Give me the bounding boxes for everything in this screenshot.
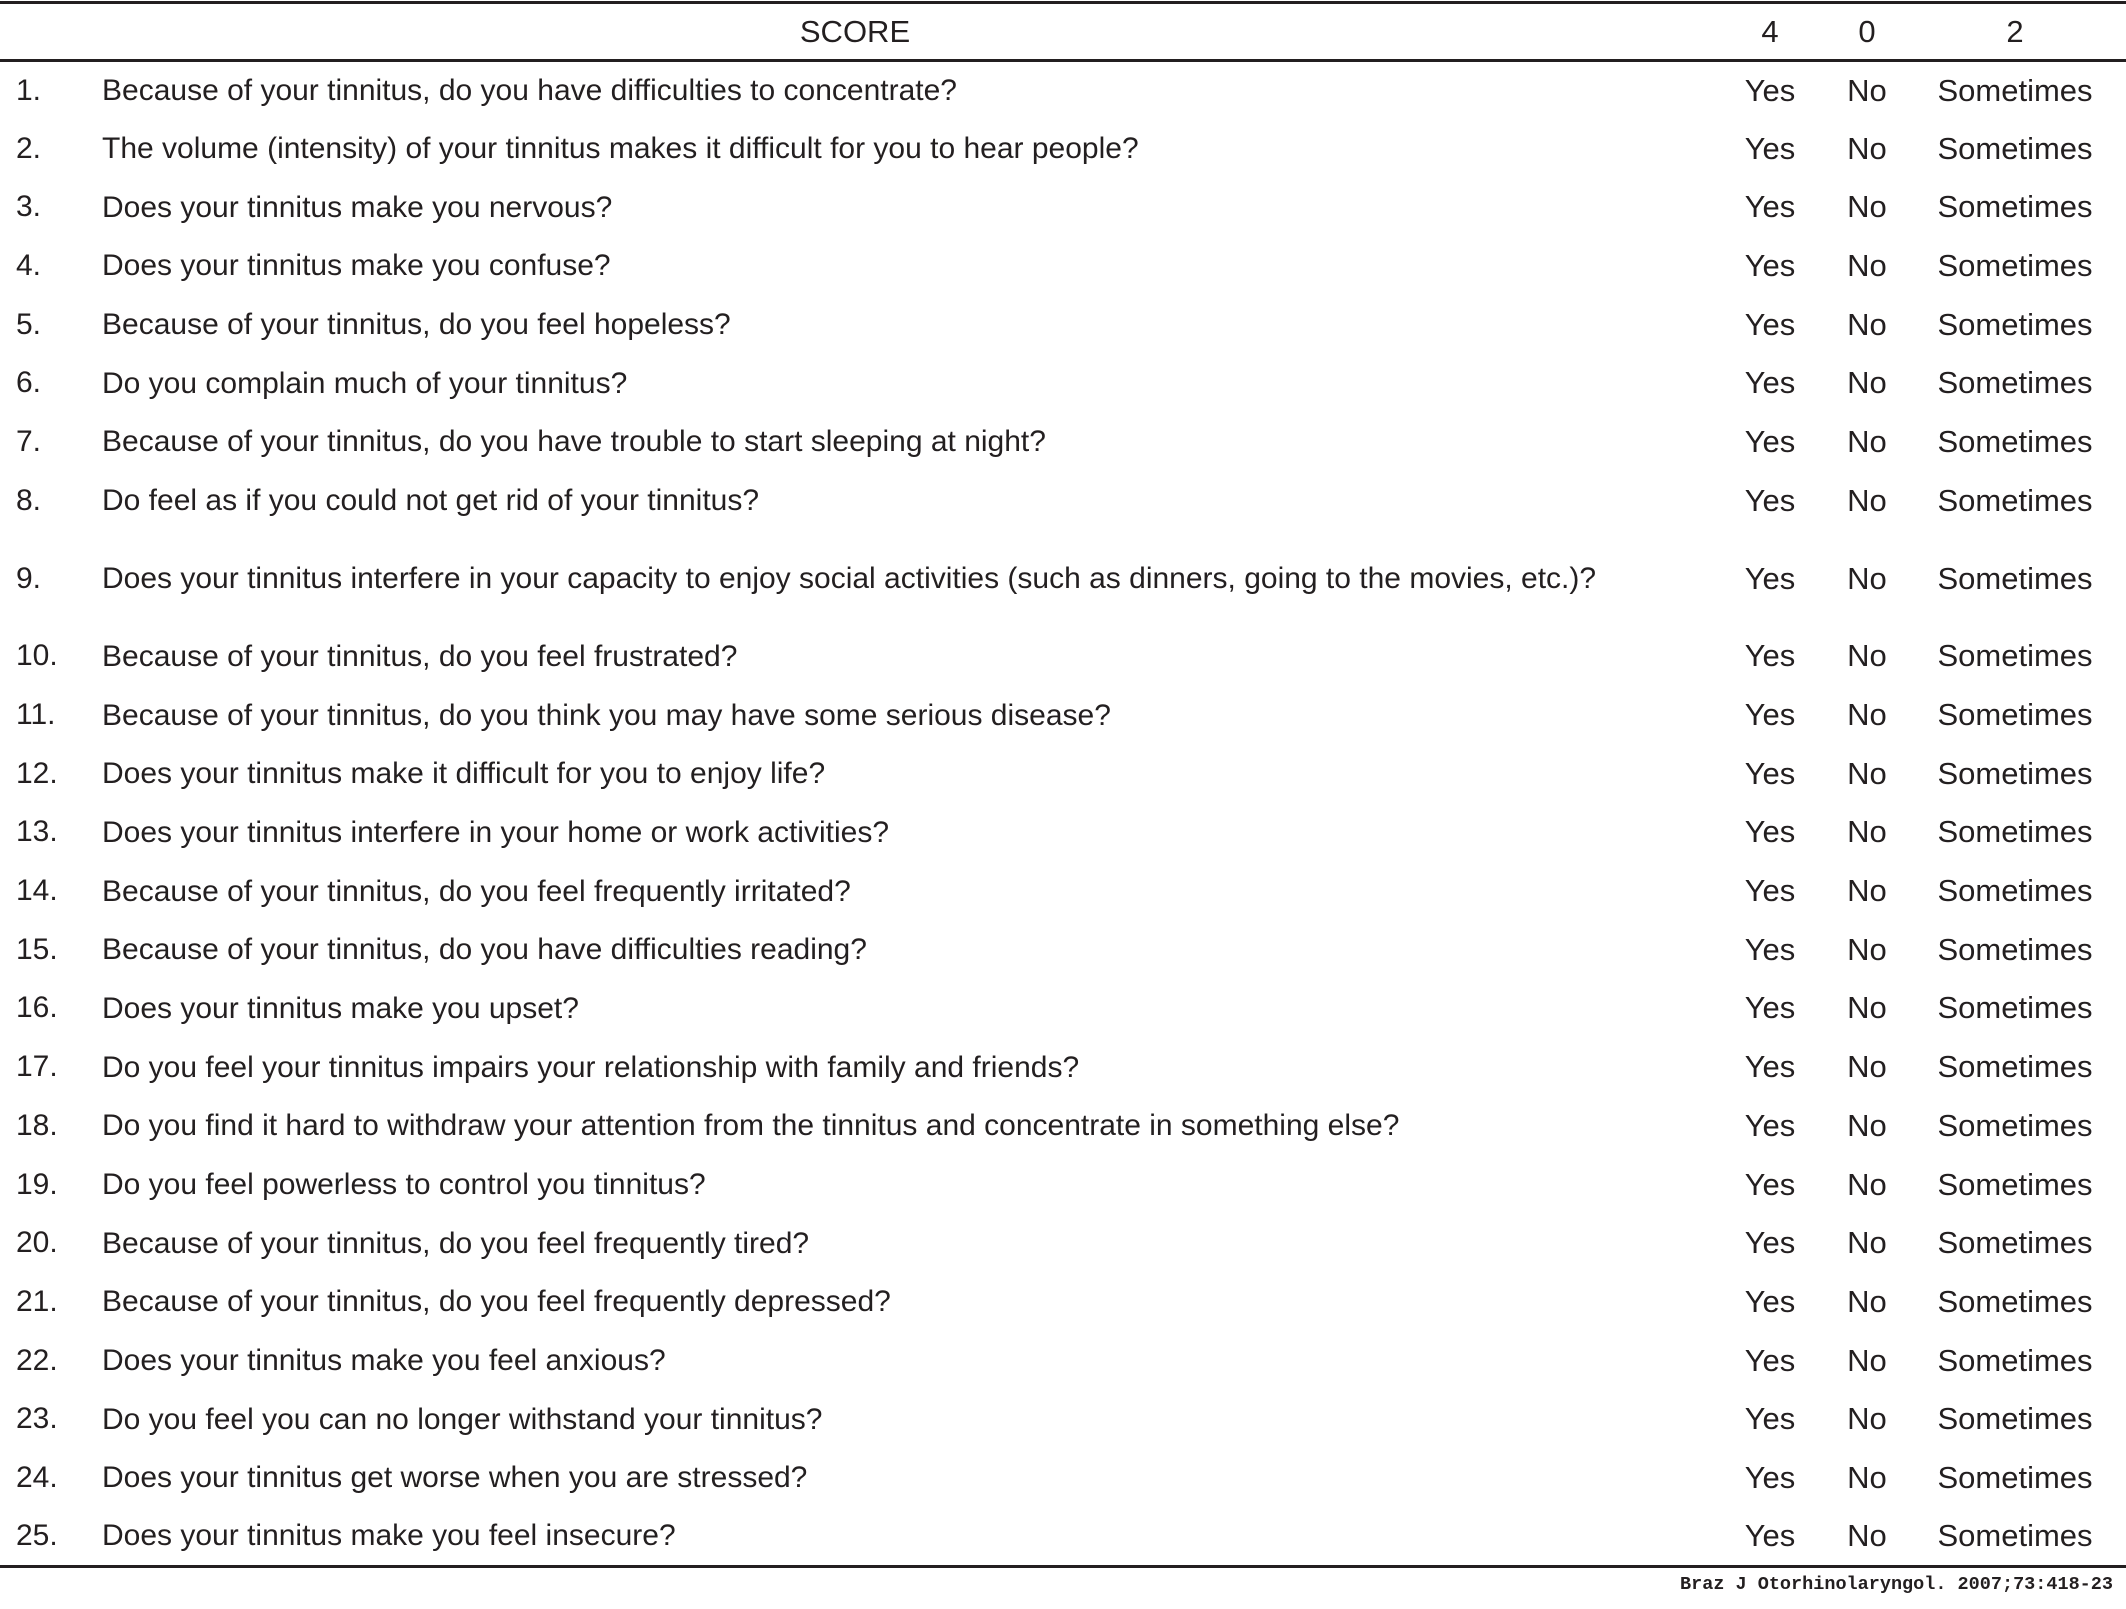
question-text: Do you feel powerless to control you tinnitus? [102,1168,706,1202]
answer-yes: Yes [1744,247,1796,283]
question-row [0,1507,2126,1566]
answer-sometimes: Sometimes [1937,814,2093,850]
question-text: Does your tinnitus make you nervous? [102,190,613,224]
answer-yes: Yes [1744,72,1796,108]
question-row [0,862,2126,921]
question-number: 18. [16,1108,58,1142]
answer-no: No [1847,72,1887,108]
question-number: 10. [16,639,58,673]
answer-no: No [1847,873,1887,909]
answer-yes: Yes [1744,931,1796,967]
answer-yes: Yes [1744,873,1796,909]
answer-yes: Yes [1744,1401,1796,1437]
question-number: 7. [16,424,42,458]
answer-sometimes: Sometimes [1937,482,2093,518]
question-number: 17. [16,1050,58,1084]
answer-no: No [1847,189,1887,225]
answer-yes: Yes [1744,1283,1796,1319]
question-number: 12. [16,756,58,790]
answer-no: No [1847,1166,1887,1202]
answer-no: No [1847,423,1887,459]
answer-sometimes: Sometimes [1937,638,2093,674]
question-row [0,1273,2126,1332]
question-row [0,1038,2126,1097]
answer-sometimes: Sometimes [1937,1401,2093,1437]
question-number: 24. [16,1460,58,1494]
question-number: 23. [16,1402,58,1436]
answer-sometimes: Sometimes [1937,306,2093,342]
answer-sometimes: Sometimes [1937,1166,2093,1202]
answer-yes: Yes [1744,1342,1796,1378]
sometimes-score-header: 2 [1904,3,2126,61]
question-row [0,627,2126,686]
question-number: 1. [16,73,42,107]
question-row [0,178,2126,237]
question-text: Because of your tinnitus, do you feel frequently tired? [102,1226,810,1260]
question-row [0,979,2126,1038]
answer-no: No [1847,814,1887,850]
answer-sometimes: Sometimes [1937,755,2093,791]
question-row [0,413,2126,472]
question-row [0,1449,2126,1508]
question-number: 13. [16,815,58,849]
question-row [0,920,2126,979]
question-row [0,1390,2126,1449]
answer-no: No [1847,1342,1887,1378]
question-number: 15. [16,932,58,966]
question-text: The volume (intensity) of your tinnitus makes it difficult for you to hear people? [102,132,1139,166]
question-row [0,530,2126,627]
question-number: 4. [16,248,42,282]
answer-no: No [1847,990,1887,1026]
question-text: Does your tinnitus interfere in your capacity to enjoy social activities (such as dinners, going to the movies, etc.)? [102,562,1597,595]
answer-no: No [1847,1283,1887,1319]
question-number: 19. [16,1167,58,1201]
question-number: 25. [0,1507,102,1566]
answer-yes: Yes [1744,423,1796,459]
question-row [0,1155,2126,1214]
question-row [0,237,2126,296]
question-row [0,803,2126,862]
question-row [0,61,2126,120]
question-text: Do you feel you can no longer withstand your tinnitus? [102,1402,823,1436]
answer-yes: Yes [1744,814,1796,850]
question-row [0,119,2126,178]
answer-no: No [1847,1107,1887,1143]
question-text: Because of your tinnitus, do you feel frequently irritated? [102,874,851,908]
answer-sometimes: Sometimes [1937,560,2093,596]
answer-sometimes: Sometimes [1937,72,2093,108]
answer-sometimes: Sometimes [1904,1507,2126,1566]
answer-yes: Yes [1744,365,1796,401]
answer-sometimes: Sometimes [1937,189,2093,225]
answer-no: No [1847,130,1887,166]
answer-yes: Yes [1744,638,1796,674]
score-header: SCORE [0,3,1710,61]
answer-sometimes: Sometimes [1937,1107,2093,1143]
answer-yes: Yes [1744,1107,1796,1143]
no-score-header: 0 [1830,3,1904,61]
answer-no: No [1847,365,1887,401]
question-text: Because of your tinnitus, do you feel hopeless? [102,308,731,342]
question-row [0,354,2126,413]
answer-yes: Yes [1744,1049,1796,1085]
question-row [0,1331,2126,1390]
answer-sometimes: Sometimes [1937,1049,2093,1085]
answer-no: No [1847,560,1887,596]
answer-sometimes: Sometimes [1937,1342,2093,1378]
question-number: 14. [16,874,58,908]
question-number: 5. [16,307,42,341]
answer-yes: Yes [1744,189,1796,225]
answer-no: No [1847,482,1887,518]
question-text: Because of your tinnitus, do you feel frustrated? [102,639,738,673]
answer-sometimes: Sometimes [1937,247,2093,283]
question-number: 3. [16,190,42,224]
question-text: Because of your tinnitus, do you think you may have some serious disease? [102,698,1111,732]
question-text: Do you feel your tinnitus impairs your relationship with family and friends? [102,1050,1080,1084]
answer-sometimes: Sometimes [1937,1459,2093,1495]
answer-no: No [1847,306,1887,342]
question-text: Because of your tinnitus, do you have trouble to start sleeping at night? [102,425,1046,459]
answer-sometimes: Sometimes [1937,1225,2093,1261]
questionnaire-table [0,1,2126,1568]
question-text: Does your tinnitus make you confuse? [102,249,611,283]
answer-yes: Yes [1744,755,1796,791]
answer-sometimes: Sometimes [1937,990,2093,1026]
citation: Braz J Otorhinolaryngol. 2007;73:418-23 [1680,1574,2113,1595]
question-number: 20. [16,1226,58,1260]
question-text: Because of your tinnitus, do you have difficulties to concentrate? [102,74,957,108]
answer-no: No [1847,755,1887,791]
answer-yes: Yes [1744,1225,1796,1261]
question-text: Does your tinnitus make you upset? [102,991,579,1025]
answer-sometimes: Sometimes [1937,1283,2093,1319]
answer-no: No [1847,697,1887,733]
answer-yes: Yes [1744,130,1796,166]
question-number: 9. [16,561,42,595]
answer-sometimes: Sometimes [1937,365,2093,401]
question-number: 2. [16,131,42,165]
question-number: 8. [16,483,42,517]
answer-no: No [1847,1459,1887,1495]
answer-yes: Yes [1744,482,1796,518]
answer-yes: Yes [1744,306,1796,342]
answer-sometimes: Sometimes [1937,931,2093,967]
answer-no: No [1847,638,1887,674]
answer-sometimes: Sometimes [1937,697,2093,733]
question-row [0,686,2126,745]
header-row [0,3,2126,61]
answer-no: No [1847,1049,1887,1085]
question-number: 16. [16,991,58,1025]
question-row [0,471,2126,530]
question-text: Does your tinnitus interfere in your home or work activities? [102,815,890,849]
answer-yes: Yes [1744,990,1796,1026]
question-text: Do you find it hard to withdraw your attention from the tinnitus and concentrate in something else? [102,1109,1400,1143]
answer-no: No [1847,931,1887,967]
answer-no: No [1830,1507,1904,1566]
answer-sometimes: Sometimes [1937,130,2093,166]
question-number: 22. [16,1343,58,1377]
question-text: Does your tinnitus get worse when you are stressed? [102,1461,808,1495]
answer-sometimes: Sometimes [1937,423,2093,459]
question-row [0,295,2126,354]
question-number: 6. [16,366,42,400]
answer-no: No [1847,1225,1887,1261]
question-number: 21. [16,1284,58,1318]
answer-yes: Yes [1744,697,1796,733]
answer-no: No [1847,247,1887,283]
answer-yes: Yes [1710,1507,1830,1566]
answer-yes: Yes [1744,560,1796,596]
yes-score-header: 4 [1710,3,1830,61]
question-row [0,1214,2126,1273]
questions-body [0,61,2126,1567]
question-text: Do feel as if you could not get rid of your tinnitus? [102,484,760,518]
question-text: Does your tinnitus make you feel anxious? [102,1344,666,1378]
question-text: Do you complain much of your tinnitus? [102,366,628,400]
question-text: Because of your tinnitus, do you feel frequently depressed? [102,1285,891,1319]
question-row [0,1097,2126,1156]
question-text: Does your tinnitus make it difficult for you to enjoy life? [102,757,826,791]
answer-sometimes: Sometimes [1937,873,2093,909]
question-number: 11. [16,698,56,732]
answer-yes: Yes [1744,1166,1796,1202]
question-text: Because of your tinnitus, do you have difficulties reading? [102,933,867,967]
answer-yes: Yes [1744,1459,1796,1495]
question-row [0,744,2126,803]
question-text: Does your tinnitus make you feel insecure? [102,1507,1710,1566]
answer-no: No [1847,1401,1887,1437]
